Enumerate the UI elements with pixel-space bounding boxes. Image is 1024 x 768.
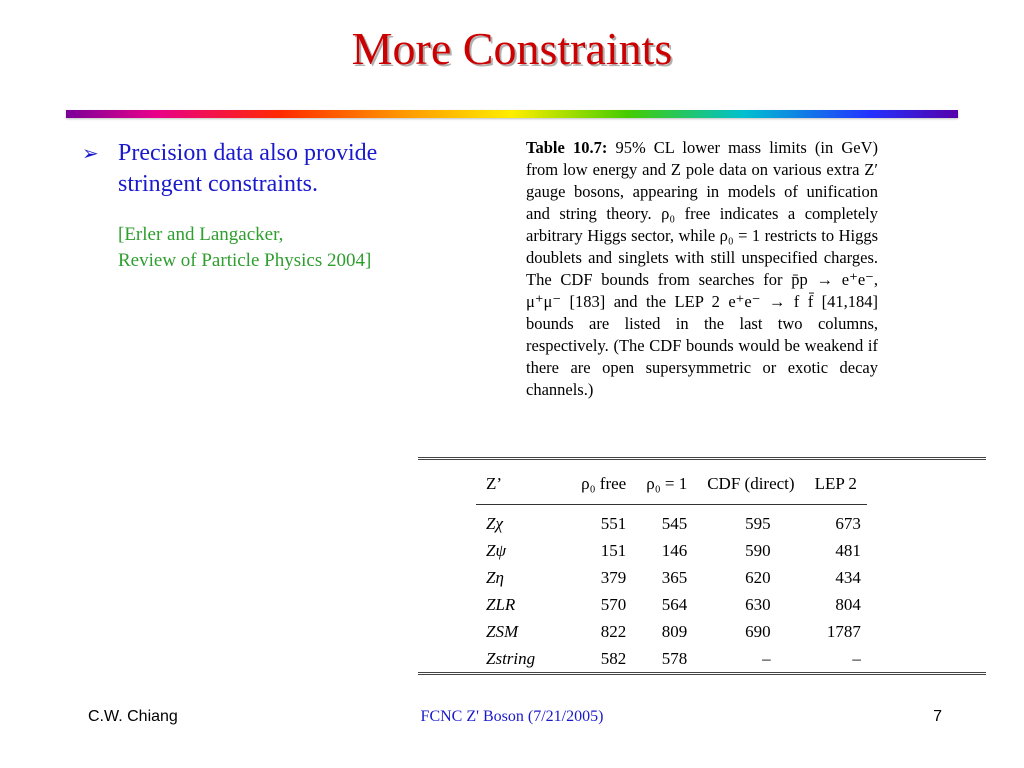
value-cell: – — [762, 648, 771, 668]
header-cell: ρ₀ = 1 — [636, 460, 697, 505]
slide-title: More Constraints — [351, 23, 673, 74]
value-cell: – — [852, 648, 861, 668]
value-cell: 545 — [661, 513, 688, 533]
table-row — [476, 591, 867, 618]
value-cell: 151 — [600, 540, 627, 560]
citation-line-2: Review of Particle Physics 2004] — [118, 250, 372, 271]
citation — [118, 222, 371, 274]
value-cell: 551 — [600, 513, 627, 533]
value-cell: 690 — [745, 621, 771, 641]
title-divider — [66, 110, 958, 118]
model-cell: Zη — [486, 567, 504, 587]
bullet-point — [82, 138, 442, 200]
value-cell: 365 — [661, 567, 688, 587]
table-caption — [526, 137, 878, 401]
value-cell: 1787 — [826, 621, 861, 641]
caption-label: Table 10.7: — [526, 138, 608, 157]
value-cell: 564 — [661, 594, 688, 614]
caption-text: 95% CL lower mass limits (in GeV) from low energy and Z pole data on various extra Z′ gauge bosons, appearing in models of unification and string theory. ρ₀ free indicates a completely arbitrary Higgs sector, while ρ₀ = 1 restricts to Higgs doublets and singlets with still unspecified charges. The CDF bounds from searches for p̄p → e⁺e⁻, μ⁺μ⁻ [183] and the LEP 2 e⁺e⁻ → f f̄ [41,184] bounds are listed in the last two columns, respectively. (The CDF bounds would be weakend if there are open supersymmetric or exotic decay channels.) — [526, 138, 878, 399]
value-cell: 673 — [835, 513, 861, 533]
table-row — [476, 645, 867, 672]
header-cell: ρ₀ free — [571, 460, 636, 505]
value-cell: 379 — [600, 567, 627, 587]
value-cell: 434 — [835, 567, 861, 587]
header-cell: LEP 2 — [805, 460, 867, 505]
value-cell: 578 — [661, 648, 688, 668]
value-cell: 590 — [745, 540, 771, 560]
model-cell: Zψ — [486, 540, 507, 560]
model-cell: Zχ — [486, 513, 503, 533]
table-header-row — [476, 460, 867, 505]
bullet-text: Precision data also provide stringent constraints. — [118, 140, 378, 197]
value-cell: 822 — [600, 621, 627, 641]
value-cell: 582 — [600, 648, 627, 668]
value-cell: 481 — [835, 540, 861, 560]
value-cell: 630 — [745, 594, 771, 614]
arrow-bullet-icon: ➢ — [82, 141, 99, 165]
table-row — [476, 618, 867, 645]
citation-line-1: [Erler and Langacker, — [118, 224, 284, 245]
page-number: 7 — [933, 708, 942, 725]
mass-limits-table — [418, 457, 986, 675]
value-cell: 146 — [661, 540, 688, 560]
value-cell: 809 — [661, 621, 688, 641]
header-cell: Z’ — [476, 460, 571, 505]
header-cell: CDF (direct) — [697, 460, 804, 505]
model-cell: ZSM — [486, 621, 519, 641]
model-cell: ZLR — [486, 594, 516, 614]
footer-author: C.W. Chiang — [88, 708, 178, 725]
model-cell: Zstring — [486, 648, 536, 668]
value-cell: 570 — [600, 594, 627, 614]
table-row — [476, 564, 867, 591]
table-row — [476, 537, 867, 564]
value-cell: 804 — [835, 594, 861, 614]
table-row — [476, 505, 867, 538]
footer-title: FCNC Z' Boson (7/21/2005) — [420, 708, 604, 725]
value-cell: 595 — [745, 513, 771, 533]
value-cell: 620 — [745, 567, 771, 587]
